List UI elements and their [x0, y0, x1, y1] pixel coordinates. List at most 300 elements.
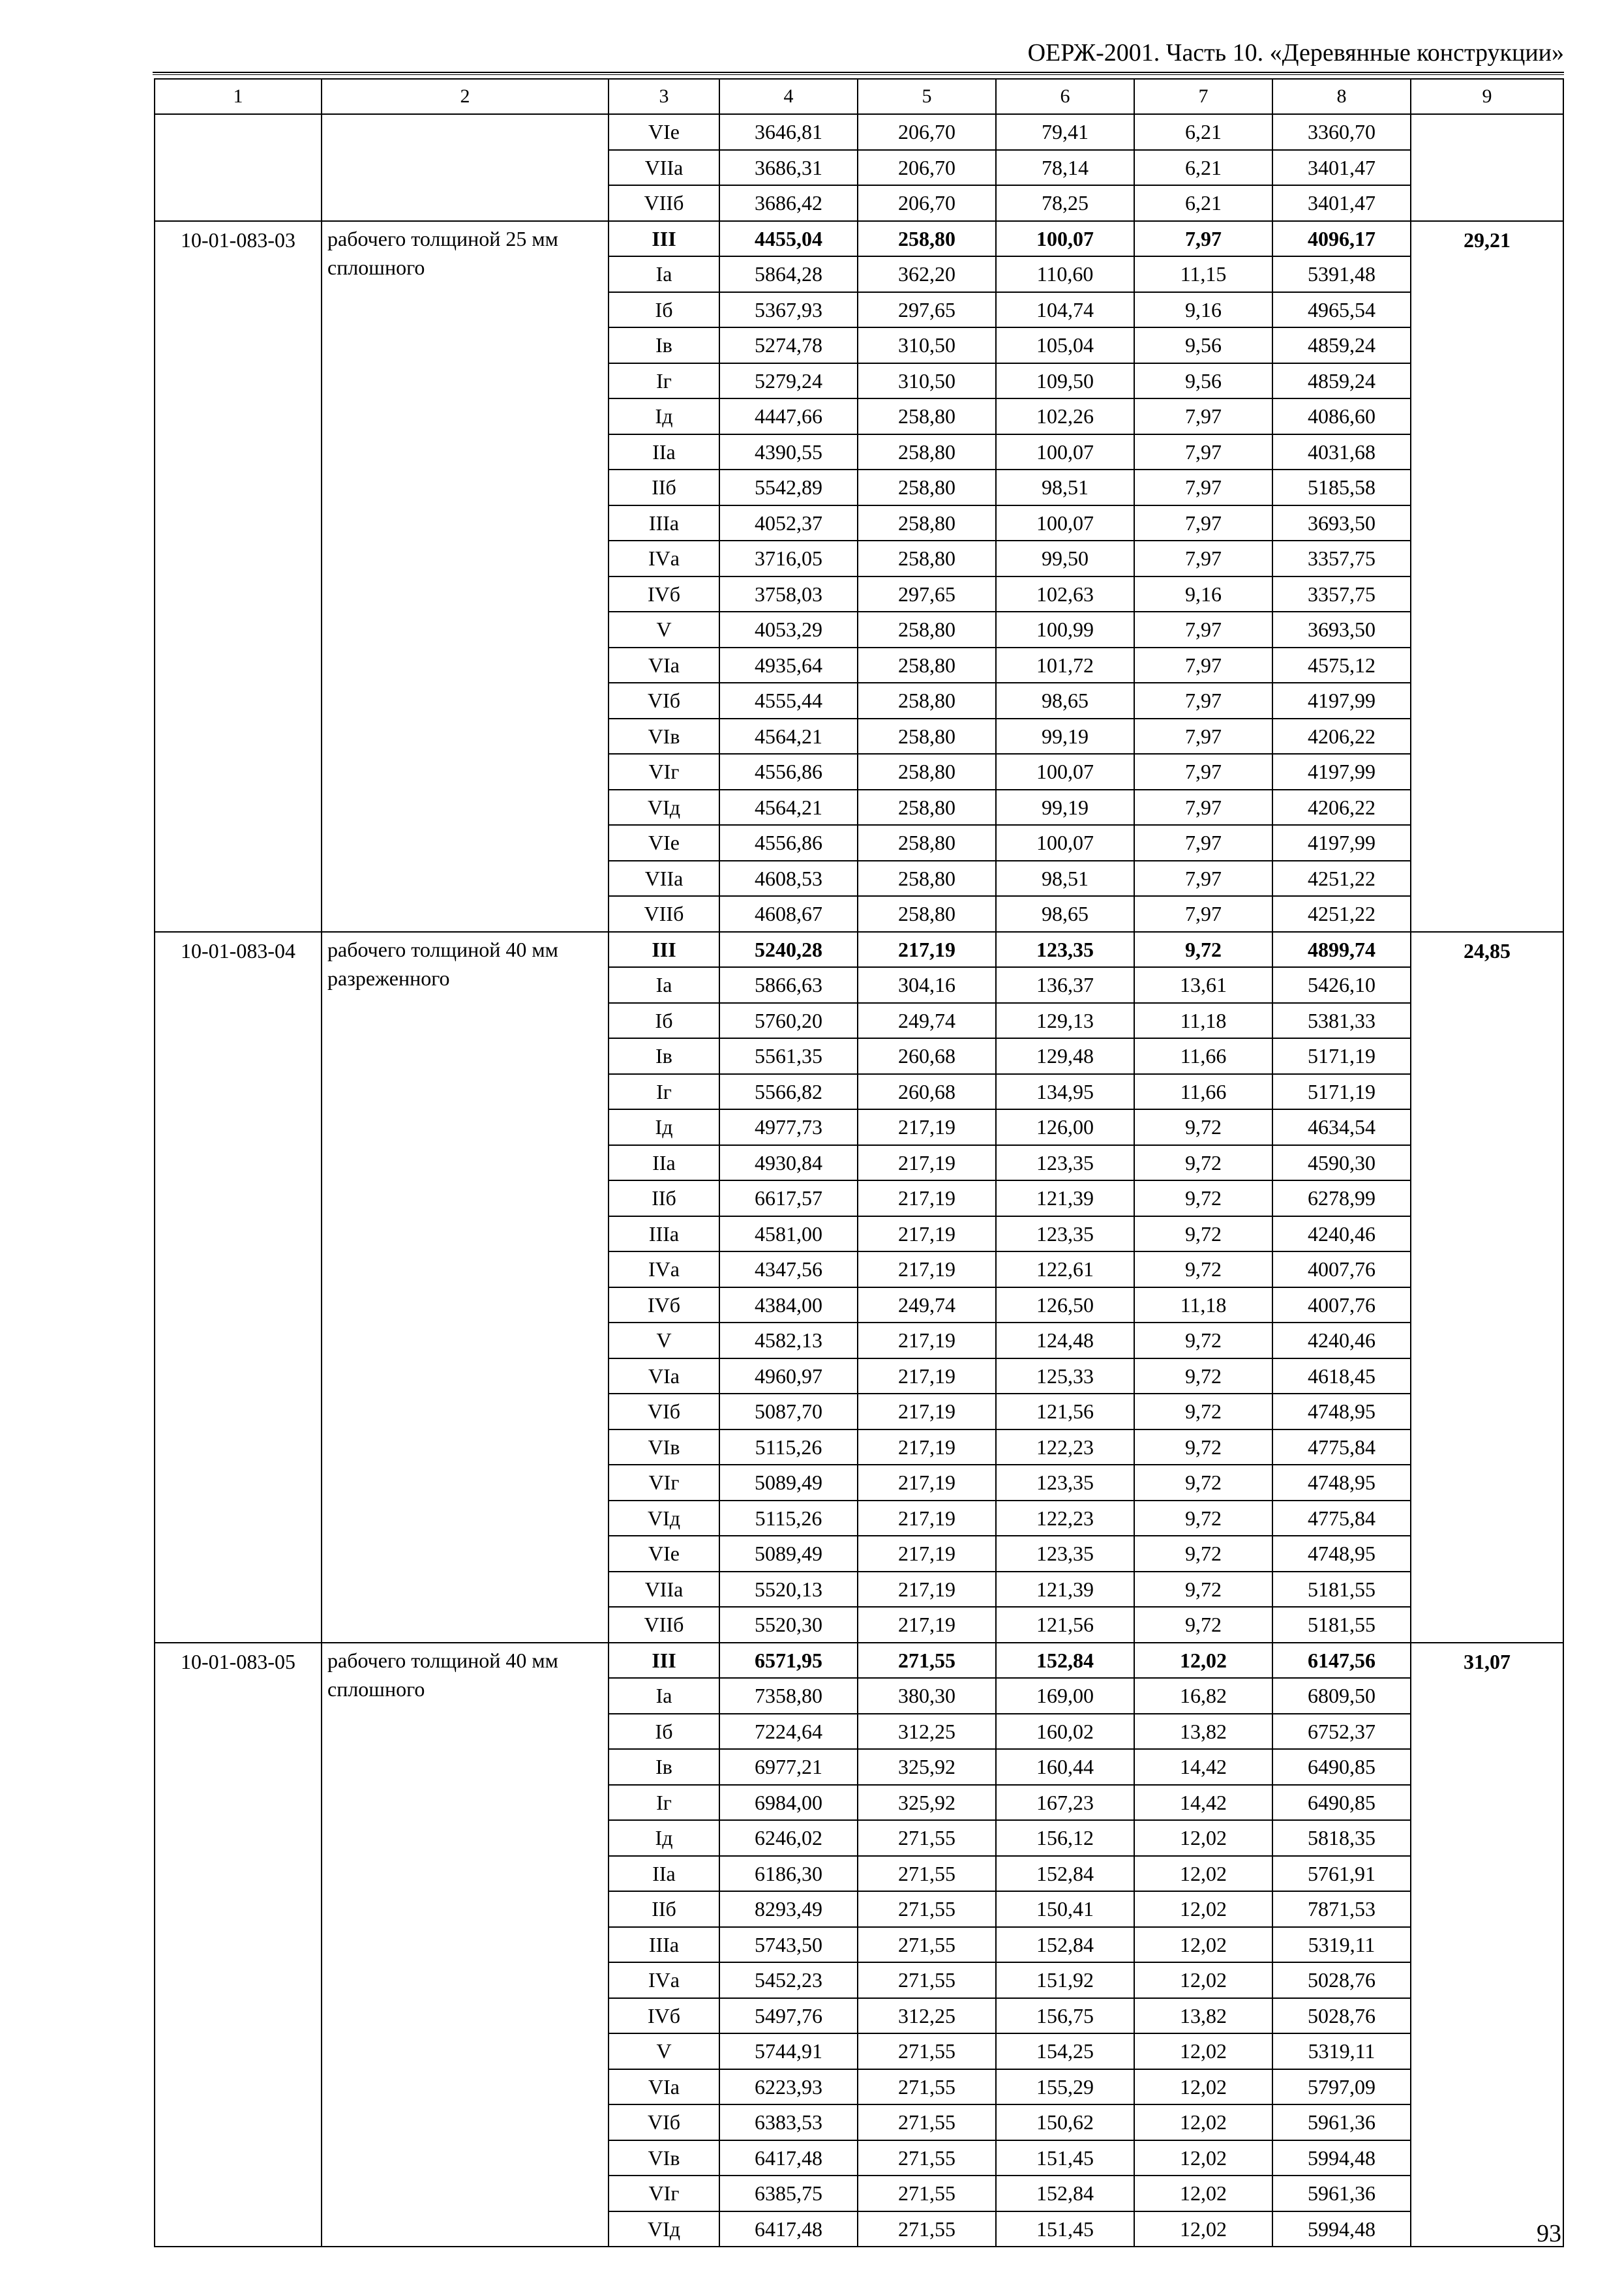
value-cell-c4: 5542,89 [719, 470, 858, 505]
value-cell-c7: 9,72 [1134, 1572, 1272, 1608]
category-cell: VIIб [609, 185, 719, 221]
value-cell-c7: 7,97 [1134, 612, 1272, 648]
value-cell-c6: 98,65 [996, 683, 1134, 719]
value-cell-c8: 5028,76 [1272, 1962, 1411, 1998]
value-cell-c7: 7,97 [1134, 896, 1272, 932]
value-cell-c8: 7871,53 [1272, 1891, 1411, 1927]
column-number: 1 [155, 79, 322, 114]
value-cell-c4: 4384,00 [719, 1287, 858, 1323]
category-cell: VIг [609, 2176, 719, 2211]
value-cell-c5: 258,80 [858, 505, 996, 541]
value-cell-c7: 11,18 [1134, 1003, 1272, 1039]
value-cell-c6: 152,84 [996, 1927, 1134, 1963]
value-cell-c7: 7,97 [1134, 221, 1272, 257]
category-cell: VIб [609, 1394, 719, 1429]
value-cell-c5: 217,19 [858, 1536, 996, 1572]
value-cell-c5: 217,19 [858, 1607, 996, 1643]
value-cell-c8: 5171,19 [1272, 1038, 1411, 1074]
value-cell-c4: 4960,97 [719, 1358, 858, 1394]
value-cell-c4: 5520,30 [719, 1607, 858, 1643]
category-cell: Iд [609, 1820, 719, 1856]
value-cell-c5: 258,80 [858, 754, 996, 790]
category-cell: VIа [609, 1358, 719, 1394]
value-cell-c5: 217,19 [858, 1358, 996, 1394]
value-cell-c8: 5818,35 [1272, 1820, 1411, 1856]
column-number: 4 [719, 79, 858, 114]
value-cell-c8: 6147,56 [1272, 1643, 1411, 1679]
value-cell-c7: 13,61 [1134, 967, 1272, 1003]
value-cell-c6: 167,23 [996, 1785, 1134, 1821]
value-cell-c5: 260,68 [858, 1074, 996, 1110]
value-cell-c6: 123,35 [996, 1465, 1134, 1501]
rate-code: 10-01-083-04 [155, 932, 322, 1643]
value-cell-c5: 297,65 [858, 292, 996, 328]
value-cell-c7: 12,02 [1134, 1962, 1272, 1998]
category-cell: VIIа [609, 1572, 719, 1608]
value-cell-c4: 5520,13 [719, 1572, 858, 1608]
column-number: 3 [609, 79, 719, 114]
value-cell-c5: 271,55 [858, 1820, 996, 1856]
value-cell-c6: 154,25 [996, 2033, 1134, 2069]
value-cell-c4: 5744,91 [719, 2033, 858, 2069]
value-cell-c8: 4197,99 [1272, 754, 1411, 790]
value-cell-c5: 217,19 [858, 1251, 996, 1287]
value-cell-c4: 5115,26 [719, 1501, 858, 1536]
value-cell-c6: 152,84 [996, 1856, 1134, 1892]
value-cell-c5: 271,55 [858, 1643, 996, 1679]
value-cell-c7: 14,42 [1134, 1749, 1272, 1785]
value-cell-c4: 3686,31 [719, 150, 858, 186]
value-cell-c5: 206,70 [858, 185, 996, 221]
value-cell-c6: 78,25 [996, 185, 1134, 221]
category-cell: V [609, 612, 719, 648]
value-cell-c8: 4240,46 [1272, 1216, 1411, 1252]
category-cell: VIд [609, 2211, 719, 2247]
column-number: 2 [322, 79, 609, 114]
value-cell-c7: 7,97 [1134, 470, 1272, 505]
value-cell-c5: 258,80 [858, 541, 996, 576]
value-cell-c4: 3716,05 [719, 541, 858, 576]
value-cell-c7: 7,97 [1134, 790, 1272, 826]
category-cell: Iа [609, 1678, 719, 1714]
value-cell-c7: 12,02 [1134, 1856, 1272, 1892]
value-cell-c8: 4899,74 [1272, 932, 1411, 968]
value-cell-c6: 98,51 [996, 470, 1134, 505]
category-cell: IVа [609, 1962, 719, 1998]
value-cell-c4: 6984,00 [719, 1785, 858, 1821]
value-cell-c5: 271,55 [858, 2069, 996, 2105]
value-cell-c6: 134,95 [996, 1074, 1134, 1110]
value-cell-c6: 125,33 [996, 1358, 1134, 1394]
value-cell-c5: 249,74 [858, 1287, 996, 1323]
category-cell: III [609, 1643, 719, 1679]
category-cell: Iд [609, 1109, 719, 1145]
column-number-row [155, 79, 1563, 114]
value-cell-c7: 7,97 [1134, 861, 1272, 897]
table-row [155, 221, 1563, 257]
value-cell-c4: 6383,53 [719, 2104, 858, 2140]
value-cell-c6: 99,19 [996, 719, 1134, 755]
category-cell: Iг [609, 363, 719, 399]
value-cell-c6: 150,41 [996, 1891, 1134, 1927]
value-cell-c8: 4251,22 [1272, 861, 1411, 897]
value-cell-c5: 260,68 [858, 1038, 996, 1074]
value-cell-c5: 380,30 [858, 1678, 996, 1714]
value-cell-c8: 4251,22 [1272, 896, 1411, 932]
value-cell-c6: 155,29 [996, 2069, 1134, 2105]
category-cell: VIIа [609, 150, 719, 186]
value-cell-c4: 5566,82 [719, 1074, 858, 1110]
value-cell-c4: 6617,57 [719, 1180, 858, 1216]
value-cell-c6: 121,56 [996, 1394, 1134, 1429]
category-cell: IIб [609, 1891, 719, 1927]
value-cell-c8: 4031,68 [1272, 434, 1411, 470]
value-cell-c8: 5181,55 [1272, 1572, 1411, 1608]
value-cell-c6: 123,35 [996, 932, 1134, 968]
value-cell-c6: 100,07 [996, 754, 1134, 790]
value-cell-c8: 4859,24 [1272, 327, 1411, 363]
labor-cost-cell: 29,21 [1411, 221, 1563, 932]
value-cell-c5: 217,19 [858, 1429, 996, 1465]
value-cell-c5: 217,19 [858, 1394, 996, 1429]
value-cell-c8: 3360,70 [1272, 114, 1411, 150]
value-cell-c5: 325,92 [858, 1749, 996, 1785]
value-cell-c8: 5319,11 [1272, 2033, 1411, 2069]
value-cell-c4: 8293,49 [719, 1891, 858, 1927]
value-cell-c7: 7,97 [1134, 683, 1272, 719]
category-cell: IVб [609, 576, 719, 612]
work-description: рабочего толщиной 40 мм разреженного [322, 932, 609, 1643]
value-cell-c4: 6977,21 [719, 1749, 858, 1785]
category-cell: IVб [609, 1998, 719, 2034]
value-cell-c7: 11,66 [1134, 1038, 1272, 1074]
value-cell-c5: 258,80 [858, 790, 996, 826]
value-cell-c4: 6417,48 [719, 2211, 858, 2247]
category-cell: VIв [609, 2140, 719, 2176]
category-cell: VIг [609, 754, 719, 790]
value-cell-c6: 121,56 [996, 1607, 1134, 1643]
value-cell-c8: 3357,75 [1272, 541, 1411, 576]
value-cell-c5: 312,25 [858, 1714, 996, 1750]
category-cell: IIIа [609, 1216, 719, 1252]
value-cell-c8: 4575,12 [1272, 648, 1411, 683]
category-cell: IIа [609, 1145, 719, 1181]
value-cell-c8: 6752,37 [1272, 1714, 1411, 1750]
value-cell-c6: 136,37 [996, 967, 1134, 1003]
value-cell-c8: 4197,99 [1272, 683, 1411, 719]
value-cell-c4: 4390,55 [719, 434, 858, 470]
value-cell-c4: 5274,78 [719, 327, 858, 363]
value-cell-c4: 5279,24 [719, 363, 858, 399]
value-cell-c8: 5797,09 [1272, 2069, 1411, 2105]
value-cell-c8: 5994,48 [1272, 2140, 1411, 2176]
value-cell-c8: 5185,58 [1272, 470, 1411, 505]
category-cell: Iв [609, 1038, 719, 1074]
value-cell-c7: 12,02 [1134, 2033, 1272, 2069]
value-cell-c7: 9,72 [1134, 1358, 1272, 1394]
value-cell-c5: 258,80 [858, 896, 996, 932]
value-cell-c6: 99,50 [996, 541, 1134, 576]
value-cell-c4: 4556,86 [719, 754, 858, 790]
value-cell-c6: 152,84 [996, 1643, 1134, 1679]
value-cell-c4: 7224,64 [719, 1714, 858, 1750]
value-cell-c5: 258,80 [858, 221, 996, 257]
value-cell-c4: 3758,03 [719, 576, 858, 612]
value-cell-c4: 5864,28 [719, 256, 858, 292]
category-cell: VIIа [609, 861, 719, 897]
value-cell-c5: 217,19 [858, 1465, 996, 1501]
value-cell-c8: 4748,95 [1272, 1465, 1411, 1501]
value-cell-c7: 9,72 [1134, 1429, 1272, 1465]
value-cell-c7: 6,21 [1134, 185, 1272, 221]
value-cell-c5: 362,20 [858, 256, 996, 292]
value-cell-c8: 4748,95 [1272, 1394, 1411, 1429]
value-cell-c4: 5087,70 [719, 1394, 858, 1429]
work-description: рабочего толщиной 25 мм сплошного [322, 221, 609, 932]
value-cell-c7: 12,02 [1134, 2140, 1272, 2176]
category-cell: VIб [609, 2104, 719, 2140]
value-cell-c8: 5319,11 [1272, 1927, 1411, 1963]
value-cell-c4: 5240,28 [719, 932, 858, 968]
value-cell-c7: 9,72 [1134, 1394, 1272, 1429]
value-cell-c4: 4977,73 [719, 1109, 858, 1145]
value-cell-c6: 101,72 [996, 648, 1134, 683]
value-cell-c5: 217,19 [858, 1180, 996, 1216]
value-cell-c5: 258,80 [858, 648, 996, 683]
value-cell-c7: 9,72 [1134, 1607, 1272, 1643]
value-cell-c6: 104,74 [996, 292, 1134, 328]
category-cell: VIIб [609, 896, 719, 932]
value-cell-c8: 5761,91 [1272, 1856, 1411, 1892]
value-cell-c6: 156,12 [996, 1820, 1134, 1856]
value-cell-c5: 258,80 [858, 398, 996, 434]
value-cell-c4: 4930,84 [719, 1145, 858, 1181]
table-row [155, 1643, 1563, 1679]
value-cell-c4: 6246,02 [719, 1820, 858, 1856]
value-cell-c7: 9,72 [1134, 1145, 1272, 1181]
value-cell-c6: 129,48 [996, 1038, 1134, 1074]
value-cell-c5: 258,80 [858, 434, 996, 470]
value-cell-c7: 9,56 [1134, 363, 1272, 399]
value-cell-c4: 5115,26 [719, 1429, 858, 1465]
category-cell: V [609, 2033, 719, 2069]
value-cell-c8: 4007,76 [1272, 1251, 1411, 1287]
category-cell: VIд [609, 790, 719, 826]
value-cell-c8: 4618,45 [1272, 1358, 1411, 1394]
value-cell-c5: 297,65 [858, 576, 996, 612]
value-cell-c7: 7,97 [1134, 825, 1272, 861]
value-cell-c6: 98,51 [996, 861, 1134, 897]
value-cell-c7: 11,18 [1134, 1287, 1272, 1323]
value-cell-c5: 258,80 [858, 612, 996, 648]
value-cell-c5: 271,55 [858, 1891, 996, 1927]
category-cell: VIг [609, 1465, 719, 1501]
page-header-title: ОЕРЖ-2001. Часть 10. «Деревянные конструкции» [1027, 39, 1564, 67]
value-cell-c6: 122,23 [996, 1429, 1134, 1465]
value-cell-c6: 126,00 [996, 1109, 1134, 1145]
value-cell-c4: 6571,95 [719, 1643, 858, 1679]
category-cell: Iа [609, 256, 719, 292]
value-cell-c4: 4564,21 [719, 790, 858, 826]
value-cell-c6: 123,35 [996, 1536, 1134, 1572]
value-cell-c7: 9,16 [1134, 576, 1272, 612]
value-cell-c5: 217,19 [858, 1501, 996, 1536]
value-cell-c6: 102,63 [996, 576, 1134, 612]
value-cell-c5: 271,55 [858, 1856, 996, 1892]
page-number: 93 [1537, 2220, 1561, 2247]
value-cell-c7: 6,21 [1134, 114, 1272, 150]
value-cell-c4: 5497,76 [719, 1998, 858, 2034]
value-cell-c8: 3401,47 [1272, 150, 1411, 186]
rate-code: 10-01-083-03 [155, 221, 322, 932]
value-cell-c4: 4556,86 [719, 825, 858, 861]
value-cell-c5: 304,16 [858, 967, 996, 1003]
category-cell: IIа [609, 1856, 719, 1892]
category-cell: IVб [609, 1287, 719, 1323]
value-cell-c8: 5381,33 [1272, 1003, 1411, 1039]
value-cell-c6: 109,50 [996, 363, 1134, 399]
category-cell: VIв [609, 719, 719, 755]
value-cell-c6: 126,50 [996, 1287, 1134, 1323]
value-cell-c8: 4775,84 [1272, 1501, 1411, 1536]
value-cell-c5: 258,80 [858, 470, 996, 505]
value-cell-c5: 271,55 [858, 1962, 996, 1998]
value-cell-c5: 325,92 [858, 1785, 996, 1821]
value-cell-c6: 160,02 [996, 1714, 1134, 1750]
value-cell-c6: 129,13 [996, 1003, 1134, 1039]
value-cell-c4: 4935,64 [719, 648, 858, 683]
value-cell-c4: 3686,42 [719, 185, 858, 221]
value-cell-c4: 5743,50 [719, 1927, 858, 1963]
value-cell-c5: 271,55 [858, 2033, 996, 2069]
value-cell-c6: 151,45 [996, 2211, 1134, 2247]
column-number: 5 [858, 79, 996, 114]
value-cell-c7: 12,02 [1134, 2176, 1272, 2211]
value-cell-c8: 4096,17 [1272, 221, 1411, 257]
value-cell-c8: 6278,99 [1272, 1180, 1411, 1216]
value-cell-c8: 4775,84 [1272, 1429, 1411, 1465]
value-cell-c7: 9,72 [1134, 1180, 1272, 1216]
value-cell-c4: 3646,81 [719, 114, 858, 150]
value-cell-c4: 6417,48 [719, 2140, 858, 2176]
value-cell-c7: 12,02 [1134, 1891, 1272, 1927]
value-cell-c8: 4086,60 [1272, 398, 1411, 434]
value-cell-c5: 217,19 [858, 1216, 996, 1252]
value-cell-c6: 105,04 [996, 327, 1134, 363]
category-cell: IIIа [609, 505, 719, 541]
labor-cost-cell [1411, 114, 1563, 221]
value-cell-c7: 9,56 [1134, 327, 1272, 363]
category-cell: IIб [609, 470, 719, 505]
value-cell-c5: 258,80 [858, 825, 996, 861]
value-cell-c7: 9,16 [1134, 292, 1272, 328]
value-cell-c7: 7,97 [1134, 719, 1272, 755]
value-cell-c7: 9,72 [1134, 1251, 1272, 1287]
value-cell-c7: 12,02 [1134, 2211, 1272, 2247]
value-cell-c5: 310,50 [858, 327, 996, 363]
category-cell: III [609, 932, 719, 968]
value-cell-c8: 5961,36 [1272, 2176, 1411, 2211]
value-cell-c4: 5089,49 [719, 1465, 858, 1501]
value-cell-c5: 312,25 [858, 1998, 996, 2034]
value-cell-c6: 169,00 [996, 1678, 1134, 1714]
value-cell-c5: 271,55 [858, 2140, 996, 2176]
value-cell-c5: 217,19 [858, 1145, 996, 1181]
column-number: 9 [1411, 79, 1563, 114]
value-cell-c8: 3401,47 [1272, 185, 1411, 221]
value-cell-c8: 4965,54 [1272, 292, 1411, 328]
column-number: 7 [1134, 79, 1272, 114]
category-cell: Iг [609, 1074, 719, 1110]
value-cell-c4: 4608,53 [719, 861, 858, 897]
value-cell-c7: 7,97 [1134, 398, 1272, 434]
value-cell-c7: 16,82 [1134, 1678, 1272, 1714]
value-cell-c8: 6490,85 [1272, 1785, 1411, 1821]
value-cell-c6: 100,99 [996, 612, 1134, 648]
category-cell: Iб [609, 292, 719, 328]
value-cell-c7: 7,97 [1134, 505, 1272, 541]
value-cell-c5: 271,55 [858, 2104, 996, 2140]
rate-code: 10-01-083-05 [155, 1643, 322, 2247]
category-cell: Iв [609, 1749, 719, 1785]
value-cell-c7: 12,02 [1134, 1643, 1272, 1679]
value-cell-c4: 6385,75 [719, 2176, 858, 2211]
value-cell-c7: 14,42 [1134, 1785, 1272, 1821]
value-cell-c4: 5089,49 [719, 1536, 858, 1572]
value-cell-c6: 150,62 [996, 2104, 1134, 2140]
category-cell: IVа [609, 1251, 719, 1287]
category-cell: VIе [609, 1536, 719, 1572]
value-cell-c6: 121,39 [996, 1572, 1134, 1608]
value-cell-c5: 217,19 [858, 1109, 996, 1145]
value-cell-c4: 6223,93 [719, 2069, 858, 2105]
value-cell-c4: 5760,20 [719, 1003, 858, 1039]
value-cell-c7: 6,21 [1134, 150, 1272, 186]
category-cell: VIа [609, 648, 719, 683]
value-cell-c7: 13,82 [1134, 1998, 1272, 2034]
header-rule [153, 72, 1564, 75]
value-cell-c5: 271,55 [858, 2176, 996, 2211]
value-cell-c5: 217,19 [858, 1323, 996, 1358]
value-cell-c7: 12,02 [1134, 2069, 1272, 2105]
value-cell-c4: 5367,93 [719, 292, 858, 328]
value-cell-c7: 12,02 [1134, 1820, 1272, 1856]
value-cell-c6: 78,14 [996, 150, 1134, 186]
value-cell-c6: 122,23 [996, 1501, 1134, 1536]
value-cell-c7: 12,02 [1134, 1927, 1272, 1963]
value-cell-c8: 3693,50 [1272, 505, 1411, 541]
value-cell-c6: 100,07 [996, 505, 1134, 541]
value-cell-c4: 4581,00 [719, 1216, 858, 1252]
value-cell-c4: 5452,23 [719, 1962, 858, 1998]
value-cell-c5: 217,19 [858, 932, 996, 968]
value-cell-c8: 5426,10 [1272, 967, 1411, 1003]
value-cell-c7: 7,97 [1134, 648, 1272, 683]
rate-code [155, 114, 322, 221]
category-cell: Iв [609, 327, 719, 363]
category-cell: Iб [609, 1714, 719, 1750]
category-cell: VIе [609, 825, 719, 861]
value-cell-c8: 5994,48 [1272, 2211, 1411, 2247]
value-cell-c6: 151,45 [996, 2140, 1134, 2176]
value-cell-c8: 4634,54 [1272, 1109, 1411, 1145]
work-description: рабочего толщиной 40 мм сплошного [322, 1643, 609, 2247]
category-cell: Iб [609, 1003, 719, 1039]
value-cell-c7: 7,97 [1134, 541, 1272, 576]
value-cell-c8: 4748,95 [1272, 1536, 1411, 1572]
value-cell-c4: 4447,66 [719, 398, 858, 434]
category-cell: Iг [609, 1785, 719, 1821]
